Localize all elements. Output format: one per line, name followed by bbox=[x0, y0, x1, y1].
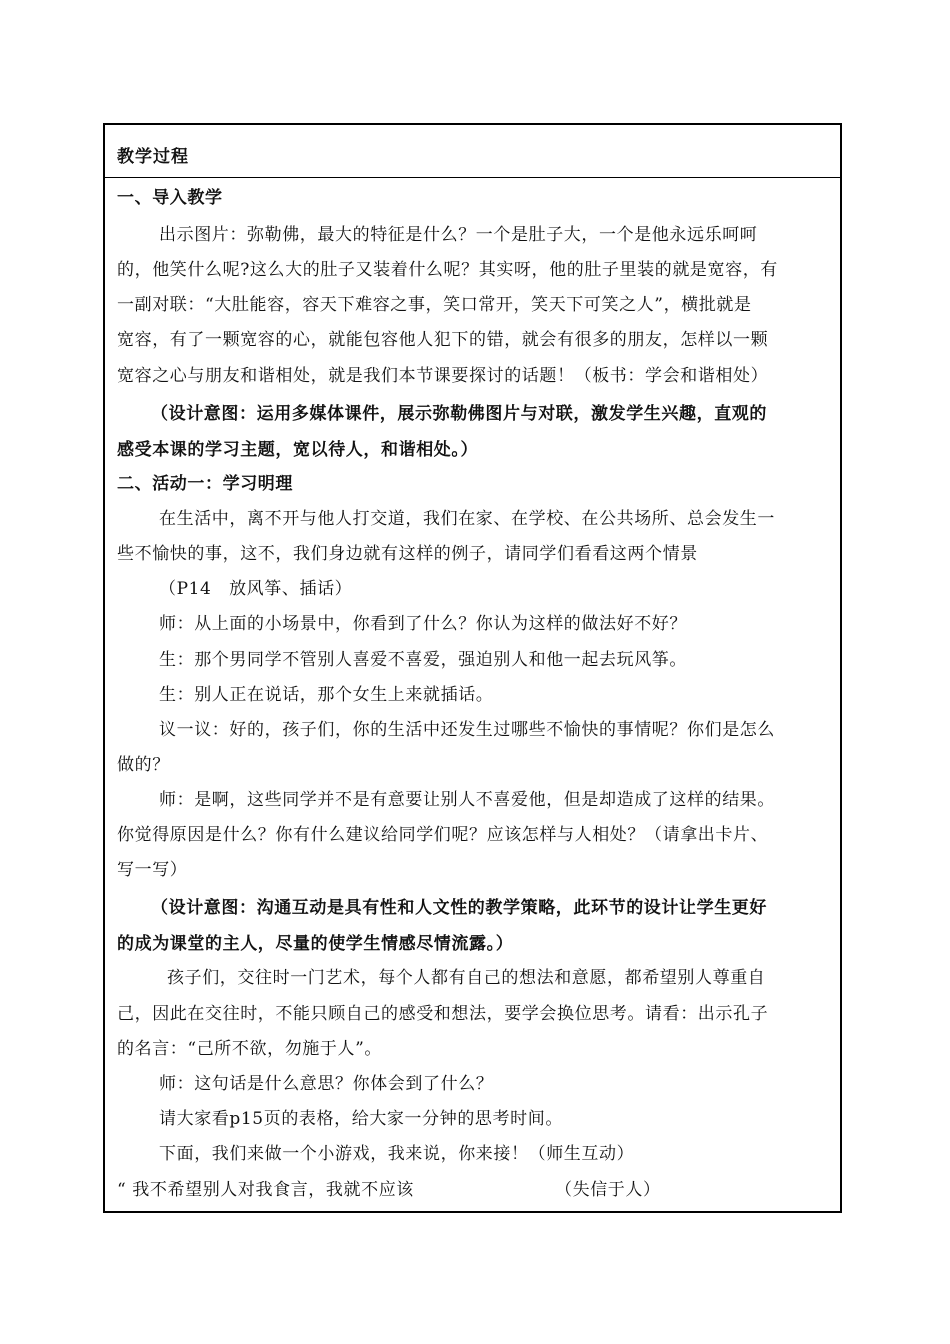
lesson-table bbox=[103, 123, 842, 1213]
design-note-line: 的成为课堂的主人，尽量的使学生情感尽情流露。） bbox=[117, 934, 514, 954]
design-note-line: 感受本课的学习主题，宽以待人，和谐相处。） bbox=[117, 440, 479, 460]
paragraph-line: 宽容之心与朋友和谐相处，就是我们本节课要探讨的话题！（板书：学会和谐相处） bbox=[117, 366, 769, 386]
paragraph-line: 一副对联：“大肚能容，容天下难容之事，笑口常开，笑天下可笑之人”，横批就是 bbox=[117, 295, 752, 315]
heading-activity-one: 二、活动一：学习明理 bbox=[117, 474, 293, 494]
paragraph-line: 在生活中，离不开与他人打交道，我们在家、在学校、在公共场所、总会发生一 bbox=[159, 509, 775, 529]
paragraph-line: 的，他笑什么呢?这么大的肚子又装着什么呢？其实呀，他的肚子里装的就是宽容，有 bbox=[117, 260, 778, 280]
table-header-cell bbox=[105, 125, 840, 178]
section-title: 教学过程 bbox=[117, 147, 189, 167]
paragraph-line: 的名言：“己所不欲，勿施于人”。 bbox=[117, 1039, 382, 1059]
paragraph-line: 议一议：好的，孩子们，你的生活中还发生过哪些不愉快的事情呢？你们是怎么 bbox=[159, 720, 775, 740]
paragraph-line: 写一写） bbox=[117, 860, 188, 880]
game-prompt-line bbox=[117, 1180, 661, 1200]
dialogue-line: 师：这句话是什么意思？你体会到了什么？ bbox=[159, 1074, 494, 1094]
dialogue-line: 生：那个男同学不管别人喜爱不喜爱，强迫别人和他一起去玩风筝。 bbox=[159, 650, 687, 670]
heading-intro: 一、导入教学 bbox=[117, 188, 223, 208]
paragraph-line: 孩子们，交往时一门艺术，每个人都有自己的想法和意愿，都希望别人尊重自 bbox=[167, 968, 766, 988]
paragraph-line: 下面，我们来做一个小游戏，我来说，你来接！（师生互动） bbox=[159, 1144, 635, 1164]
paragraph-line: 宽容，有了一颗宽容的心，就能包容他人犯下的错，就会有很多的朋友，怎样以一颗 bbox=[117, 330, 769, 350]
paragraph-line: 出示图片：弥勒佛，最大的特征是什么？一个是肚子大，一个是他永远乐呵呵 bbox=[159, 225, 758, 245]
game-answer-text: （失信于人） bbox=[555, 1180, 661, 1200]
paragraph-line: （P14 放风筝、插话） bbox=[159, 579, 353, 599]
paragraph-line: 你觉得原因是什么？你有什么建议给同学们呢？应该怎样与人相处？（请拿出卡片、 bbox=[117, 825, 769, 845]
game-prompt-text: “ 我不希望别人对我食言，我就不应该 bbox=[117, 1180, 414, 1200]
paragraph-line: 做的？ bbox=[117, 755, 170, 775]
paragraph-line: 请大家看p15页的表格，给大家一分钟的思考时间。 bbox=[159, 1109, 563, 1129]
dialogue-line: 生：别人正在说话，那个女生上来就插话。 bbox=[159, 685, 494, 705]
dialogue-line: 师：是啊，这些同学并不是有意要让别人不喜爱他，但是却造成了这样的结果。 bbox=[159, 790, 775, 810]
design-note-line: （设计意图：沟通互动是具有性和人文性的教学策略，此环节的设计让学生更好 bbox=[151, 898, 767, 918]
dialogue-line: 师：从上面的小场景中，你看到了什么？你认为这样的做法好不好？ bbox=[159, 614, 687, 634]
paragraph-line: 己，因此在交往时，不能只顾自己的感受和想法，要学会换位思考。请看：出示孔子 bbox=[117, 1004, 769, 1024]
design-note-line: （设计意图：运用多媒体课件，展示弥勒佛图片与对联，激发学生兴趣，直观的 bbox=[151, 404, 767, 424]
paragraph-line: 些不愉快的事，这不，我们身边就有这样的例子，请同学们看看这两个情景 bbox=[117, 544, 698, 564]
